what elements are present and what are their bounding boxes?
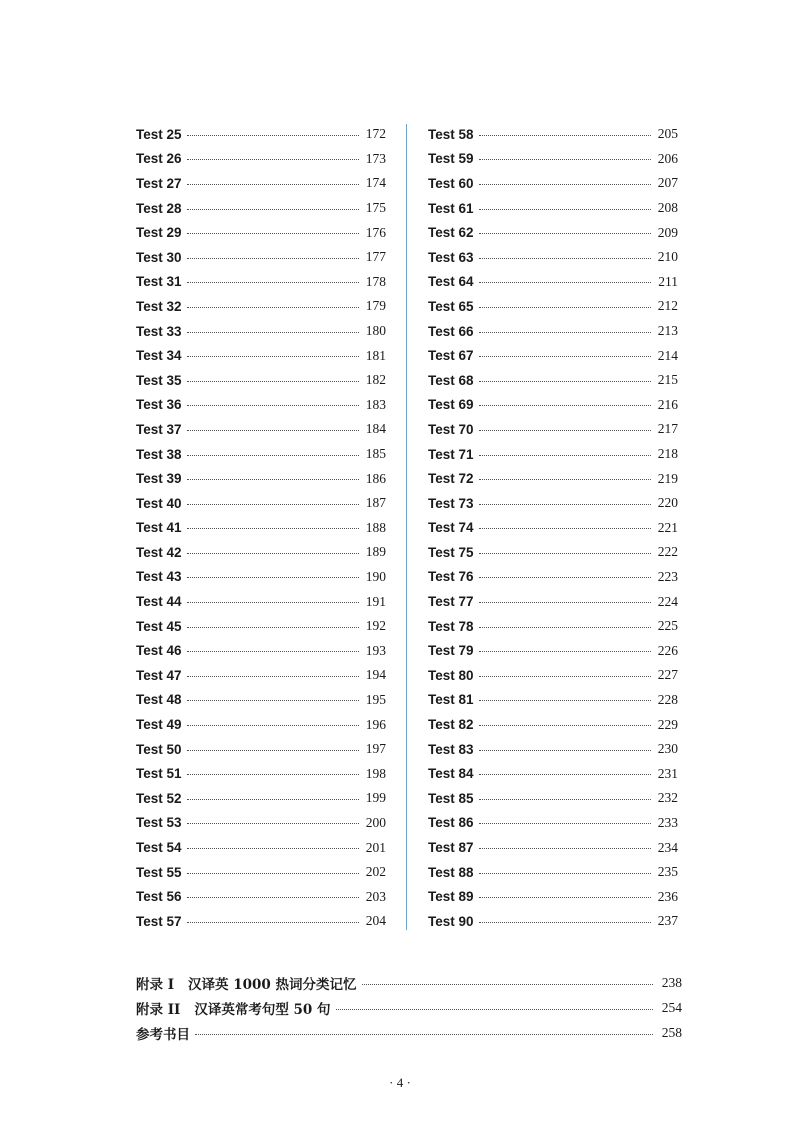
dot-leader bbox=[187, 405, 359, 406]
toc-entry[interactable] bbox=[428, 442, 678, 467]
toc-entry-label: Test 68 bbox=[428, 372, 474, 388]
dot-leader bbox=[187, 627, 359, 628]
dot-leader bbox=[187, 750, 359, 751]
toc-entry-page-number: 224 bbox=[657, 593, 678, 609]
dot-leader bbox=[479, 479, 651, 480]
toc-left-column bbox=[136, 122, 386, 934]
dot-leader bbox=[187, 479, 359, 480]
toc-entry[interactable] bbox=[428, 417, 678, 442]
toc-entry[interactable] bbox=[428, 393, 678, 418]
toc-entry-page-number: 206 bbox=[657, 150, 678, 166]
toc-entry-label: Test 72 bbox=[428, 471, 474, 487]
toc-entry[interactable] bbox=[136, 491, 386, 516]
dot-leader bbox=[187, 676, 359, 677]
toc-entry-label: Test 66 bbox=[428, 323, 474, 339]
toc-entry-label: Test 56 bbox=[136, 889, 182, 905]
toc-entry-label: Test 62 bbox=[428, 225, 474, 241]
toc-entry-label: Test 57 bbox=[136, 913, 182, 929]
toc-entry-label: Test 52 bbox=[136, 790, 182, 806]
toc-entry-label: Test 49 bbox=[136, 717, 182, 733]
toc-entry-page-number: 173 bbox=[365, 150, 386, 166]
toc-entry[interactable] bbox=[428, 368, 678, 393]
dot-leader bbox=[479, 897, 651, 898]
toc-entry-label: Test 55 bbox=[136, 864, 182, 880]
toc-entry-label: Test 87 bbox=[428, 840, 474, 856]
toc-entry[interactable] bbox=[136, 466, 386, 491]
toc-entry[interactable] bbox=[428, 171, 678, 196]
dot-leader bbox=[187, 873, 359, 874]
toc-entry-page-number: 210 bbox=[657, 249, 678, 265]
toc-entry[interactable] bbox=[136, 196, 386, 221]
toc-entry-label: Test 70 bbox=[428, 421, 474, 437]
toc-entry-page-number: 192 bbox=[365, 618, 386, 634]
toc-entry-label: Test 74 bbox=[428, 520, 474, 536]
toc-entry-page-number: 174 bbox=[365, 175, 386, 191]
toc-entry-label: Test 26 bbox=[136, 151, 182, 167]
dot-leader bbox=[479, 922, 651, 923]
toc-entry-page-number: 227 bbox=[657, 667, 678, 683]
toc-entry[interactable] bbox=[428, 811, 678, 836]
toc-entry-label: Test 86 bbox=[428, 815, 474, 831]
toc-entry-label: Test 44 bbox=[136, 594, 182, 610]
toc-entry-page-number: 232 bbox=[657, 790, 678, 806]
toc-entry-page-number: 207 bbox=[657, 175, 678, 191]
references-label: 参考书目 bbox=[136, 1026, 190, 1043]
toc-entry-page-number: 225 bbox=[657, 618, 678, 634]
toc-entry-page-number: 216 bbox=[657, 396, 678, 412]
toc-entry-label: Test 75 bbox=[428, 544, 474, 560]
toc-entry[interactable] bbox=[136, 516, 386, 541]
toc-entry-label: Test 35 bbox=[136, 372, 182, 388]
toc-entry-page-number: 187 bbox=[365, 495, 386, 511]
dot-leader bbox=[479, 725, 651, 726]
toc-entry-label: Test 54 bbox=[136, 840, 182, 856]
dot-leader bbox=[195, 1034, 653, 1035]
toc-entry-label: Test 63 bbox=[428, 249, 474, 265]
toc-entry[interactable] bbox=[136, 220, 386, 245]
toc-entry[interactable] bbox=[136, 909, 386, 934]
toc-entry[interactable] bbox=[428, 614, 678, 639]
dot-leader bbox=[187, 332, 359, 333]
toc-entry-page-number: 230 bbox=[657, 741, 678, 757]
toc-entry-page-number: 189 bbox=[365, 544, 386, 560]
dot-leader bbox=[187, 282, 359, 283]
toc-entry[interactable] bbox=[428, 860, 678, 885]
toc-entry-page-number: 204 bbox=[365, 913, 386, 929]
toc-entry-page-number: 194 bbox=[365, 667, 386, 683]
dot-leader bbox=[187, 922, 359, 923]
toc-entry-page-number: 190 bbox=[365, 568, 386, 584]
toc-entry-page-number: 200 bbox=[365, 814, 386, 830]
dot-leader bbox=[187, 528, 359, 529]
toc-entry-page-number: 184 bbox=[365, 421, 386, 437]
toc-entry-page-number: 221 bbox=[657, 519, 678, 535]
dot-leader bbox=[362, 984, 654, 985]
toc-entry-label: Test 40 bbox=[136, 495, 182, 511]
toc-entry-page-number: 228 bbox=[657, 691, 678, 707]
toc-entry-page-number: 198 bbox=[365, 765, 386, 781]
toc-entry[interactable] bbox=[136, 171, 386, 196]
toc-entry[interactable] bbox=[136, 737, 386, 762]
dot-leader bbox=[187, 602, 359, 603]
dot-leader bbox=[479, 307, 651, 308]
dot-leader bbox=[479, 873, 651, 874]
dot-leader bbox=[479, 159, 651, 160]
toc-entry[interactable] bbox=[136, 811, 386, 836]
toc-entry[interactable] bbox=[428, 270, 678, 295]
toc-entry[interactable] bbox=[428, 737, 678, 762]
toc-entry-label: Test 31 bbox=[136, 274, 182, 290]
toc-entry-page-number: 220 bbox=[657, 495, 678, 511]
dot-leader bbox=[479, 553, 651, 554]
toc-entry-label: Test 43 bbox=[136, 569, 182, 585]
dot-leader bbox=[479, 700, 651, 701]
toc-entry-page-number: 211 bbox=[658, 273, 678, 289]
toc-entry-page-number: 209 bbox=[657, 224, 678, 240]
toc-entry[interactable] bbox=[136, 589, 386, 614]
toc-entry-page-number: 185 bbox=[365, 446, 386, 462]
toc-entry-label: Test 46 bbox=[136, 643, 182, 659]
dot-leader bbox=[187, 135, 359, 136]
toc-entry-label: Test 78 bbox=[428, 618, 474, 634]
appendix-label: 附录 I 汉译英 1000 热词分类记忆 bbox=[136, 976, 357, 993]
toc-entry-label: Test 88 bbox=[428, 864, 474, 880]
toc-entry-page-number: 188 bbox=[365, 519, 386, 535]
dot-leader bbox=[187, 774, 359, 775]
toc-entry-page-number: 222 bbox=[657, 544, 678, 560]
toc-entry-page-number: 193 bbox=[365, 642, 386, 658]
toc-entry-label: Test 59 bbox=[428, 151, 474, 167]
toc-entry-page-number: 214 bbox=[657, 347, 678, 363]
dot-leader bbox=[479, 799, 651, 800]
toc-entry-label: Test 42 bbox=[136, 544, 182, 560]
appendix-entry-2[interactable] bbox=[136, 995, 682, 1020]
toc-entry[interactable] bbox=[428, 220, 678, 245]
toc-entry-label: Test 73 bbox=[428, 495, 474, 511]
toc-entry-page-number: 218 bbox=[657, 446, 678, 462]
toc-entry[interactable] bbox=[428, 466, 678, 491]
toc-entry-page-number: 178 bbox=[365, 273, 386, 289]
toc-entry-label: Test 30 bbox=[136, 249, 182, 265]
dot-leader bbox=[187, 848, 359, 849]
toc-entry-label: Test 84 bbox=[428, 766, 474, 782]
dot-leader bbox=[187, 577, 359, 578]
appendix-page-number: 238 bbox=[661, 974, 682, 990]
toc-entry-label: Test 29 bbox=[136, 225, 182, 241]
toc-entry-label: Test 53 bbox=[136, 815, 182, 831]
dot-leader bbox=[187, 356, 359, 357]
toc-entry[interactable] bbox=[136, 294, 386, 319]
toc-entry-page-number: 177 bbox=[365, 249, 386, 265]
dot-leader bbox=[479, 455, 651, 456]
dot-leader bbox=[479, 405, 651, 406]
toc-entry-label: Test 38 bbox=[136, 446, 182, 462]
toc-entry-page-number: 233 bbox=[657, 814, 678, 830]
dot-leader bbox=[187, 455, 359, 456]
toc-entry[interactable] bbox=[136, 319, 386, 344]
page-number: · 4 · bbox=[389, 1075, 411, 1090]
toc-entry[interactable] bbox=[428, 540, 678, 565]
toc-entry-label: Test 37 bbox=[136, 421, 182, 437]
toc-entry-label: Test 79 bbox=[428, 643, 474, 659]
toc-entry-label: Test 45 bbox=[136, 618, 182, 634]
toc-right-column bbox=[428, 122, 678, 934]
toc-entry-label: Test 69 bbox=[428, 397, 474, 413]
toc-entry[interactable] bbox=[428, 786, 678, 811]
toc-entry[interactable] bbox=[428, 196, 678, 221]
dot-leader bbox=[479, 381, 651, 382]
toc-entry-page-number: 219 bbox=[657, 470, 678, 486]
toc-entry-page-number: 226 bbox=[657, 642, 678, 658]
dot-leader bbox=[187, 307, 359, 308]
toc-entry[interactable] bbox=[136, 270, 386, 295]
toc-entry-page-number: 180 bbox=[365, 323, 386, 339]
toc-entry[interactable] bbox=[428, 663, 678, 688]
toc-entry[interactable] bbox=[428, 245, 678, 270]
toc-entry-label: Test 77 bbox=[428, 594, 474, 610]
toc-entry[interactable] bbox=[428, 638, 678, 663]
toc-entry[interactable] bbox=[136, 245, 386, 270]
toc-entry-label: Test 47 bbox=[136, 667, 182, 683]
dot-leader bbox=[187, 651, 359, 652]
toc-entry-page-number: 191 bbox=[365, 593, 386, 609]
toc-entry[interactable] bbox=[136, 835, 386, 860]
toc-entry[interactable] bbox=[136, 442, 386, 467]
dot-leader bbox=[187, 381, 359, 382]
dot-leader bbox=[187, 430, 359, 431]
toc-entry-label: Test 67 bbox=[428, 348, 474, 364]
references-page-number: 258 bbox=[661, 1024, 682, 1040]
dot-leader bbox=[187, 725, 359, 726]
toc-entry[interactable] bbox=[136, 393, 386, 418]
table-of-contents bbox=[136, 122, 682, 932]
toc-entry-page-number: 195 bbox=[365, 691, 386, 707]
toc-entry[interactable] bbox=[136, 860, 386, 885]
dot-leader bbox=[479, 627, 651, 628]
toc-entry-label: Test 61 bbox=[428, 200, 474, 216]
column-divider bbox=[406, 124, 407, 930]
toc-entry[interactable] bbox=[428, 147, 678, 172]
appendix-entry-1[interactable] bbox=[136, 970, 682, 995]
dot-leader bbox=[479, 750, 651, 751]
toc-entry-label: Test 90 bbox=[428, 913, 474, 929]
toc-entry[interactable] bbox=[428, 884, 678, 909]
toc-entry-page-number: 175 bbox=[365, 200, 386, 216]
toc-entry-label: Test 50 bbox=[136, 741, 182, 757]
toc-entry[interactable] bbox=[428, 122, 678, 147]
appendix-label: 附录 II 汉译英常考句型 50 句 bbox=[136, 1001, 331, 1018]
toc-entry-label: Test 83 bbox=[428, 741, 474, 757]
toc-entry[interactable] bbox=[136, 786, 386, 811]
dot-leader bbox=[479, 209, 651, 210]
toc-entry-label: Test 71 bbox=[428, 446, 474, 462]
toc-entry-page-number: 179 bbox=[365, 298, 386, 314]
dot-leader bbox=[479, 676, 651, 677]
dot-leader bbox=[187, 553, 359, 554]
dot-leader bbox=[479, 184, 651, 185]
toc-entry[interactable] bbox=[136, 122, 386, 147]
toc-entry[interactable] bbox=[428, 712, 678, 737]
toc-entry[interactable] bbox=[428, 294, 678, 319]
toc-entry[interactable] bbox=[428, 319, 678, 344]
toc-entry[interactable] bbox=[136, 368, 386, 393]
toc-entry-page-number: 217 bbox=[657, 421, 678, 437]
toc-entry-page-number: 236 bbox=[657, 888, 678, 904]
toc-entry-label: Test 51 bbox=[136, 766, 182, 782]
dot-leader bbox=[336, 1009, 653, 1010]
toc-entry[interactable] bbox=[428, 688, 678, 713]
toc-entry-label: Test 39 bbox=[136, 471, 182, 487]
toc-entry[interactable] bbox=[428, 491, 678, 516]
toc-entry-page-number: 202 bbox=[365, 864, 386, 880]
toc-entry-label: Test 60 bbox=[428, 175, 474, 191]
dot-leader bbox=[479, 848, 651, 849]
toc-entry-page-number: 212 bbox=[657, 298, 678, 314]
toc-entry-label: Test 82 bbox=[428, 717, 474, 733]
toc-entry-label: Test 33 bbox=[136, 323, 182, 339]
toc-entry[interactable] bbox=[428, 343, 678, 368]
toc-entry-page-number: 197 bbox=[365, 741, 386, 757]
toc-entry-page-number: 186 bbox=[365, 470, 386, 486]
dot-leader bbox=[479, 282, 651, 283]
dot-leader bbox=[479, 528, 651, 529]
dot-leader bbox=[479, 774, 651, 775]
toc-entry[interactable] bbox=[428, 761, 678, 786]
toc-entry[interactable] bbox=[136, 147, 386, 172]
dot-leader bbox=[479, 504, 651, 505]
toc-entry-page-number: 203 bbox=[365, 888, 386, 904]
dot-leader bbox=[187, 159, 359, 160]
toc-entry-label: Test 89 bbox=[428, 889, 474, 905]
toc-entry-page-number: 235 bbox=[657, 864, 678, 880]
dot-leader bbox=[187, 823, 359, 824]
toc-entry[interactable] bbox=[136, 540, 386, 565]
toc-entry-page-number: 199 bbox=[365, 790, 386, 806]
toc-entry-label: Test 48 bbox=[136, 692, 182, 708]
toc-entry[interactable] bbox=[428, 516, 678, 541]
dot-leader bbox=[187, 184, 359, 185]
dot-leader bbox=[479, 430, 651, 431]
toc-entry-page-number: 182 bbox=[365, 372, 386, 388]
toc-entry-label: Test 64 bbox=[428, 274, 474, 290]
toc-entry[interactable] bbox=[136, 343, 386, 368]
toc-entry-page-number: 196 bbox=[365, 716, 386, 732]
toc-entry-label: Test 65 bbox=[428, 298, 474, 314]
toc-entry-page-number: 223 bbox=[657, 568, 678, 584]
toc-entry-page-number: 172 bbox=[365, 126, 386, 142]
dot-leader bbox=[479, 258, 651, 259]
dot-leader bbox=[187, 700, 359, 701]
toc-entry-label: Test 28 bbox=[136, 200, 182, 216]
toc-entry-label: Test 34 bbox=[136, 348, 182, 364]
toc-entry[interactable] bbox=[428, 589, 678, 614]
appendix-page-number: 254 bbox=[661, 999, 682, 1015]
dot-leader bbox=[479, 356, 651, 357]
toc-entry-label: Test 80 bbox=[428, 667, 474, 683]
toc-entry-page-number: 181 bbox=[365, 347, 386, 363]
toc-entry[interactable] bbox=[136, 638, 386, 663]
toc-entry-page-number: 213 bbox=[657, 323, 678, 339]
toc-entry[interactable] bbox=[136, 417, 386, 442]
toc-entry[interactable] bbox=[428, 565, 678, 590]
toc-entry-page-number: 208 bbox=[657, 200, 678, 216]
toc-entry-page-number: 237 bbox=[657, 913, 678, 929]
toc-entry[interactable] bbox=[136, 614, 386, 639]
toc-entry[interactable] bbox=[136, 761, 386, 786]
dot-leader bbox=[187, 897, 359, 898]
dot-leader bbox=[479, 577, 651, 578]
toc-entry-label: Test 76 bbox=[428, 569, 474, 585]
toc-entry[interactable] bbox=[428, 835, 678, 860]
dot-leader bbox=[187, 504, 359, 505]
toc-entry-label: Test 36 bbox=[136, 397, 182, 413]
dot-leader bbox=[479, 135, 651, 136]
toc-entry[interactable] bbox=[136, 688, 386, 713]
references-entry[interactable] bbox=[136, 1020, 682, 1045]
toc-entry-page-number: 205 bbox=[657, 126, 678, 142]
dot-leader bbox=[479, 651, 651, 652]
toc-entry[interactable] bbox=[136, 712, 386, 737]
dot-leader bbox=[479, 332, 651, 333]
toc-entry-page-number: 234 bbox=[657, 839, 678, 855]
toc-entry-label: Test 27 bbox=[136, 175, 182, 191]
toc-entry[interactable] bbox=[428, 909, 678, 934]
toc-entry-label: Test 41 bbox=[136, 520, 182, 536]
dot-leader bbox=[479, 233, 651, 234]
dot-leader bbox=[187, 799, 359, 800]
dot-leader bbox=[187, 233, 359, 234]
appendix-list bbox=[136, 970, 682, 1045]
dot-leader bbox=[187, 209, 359, 210]
toc-entry-page-number: 229 bbox=[657, 716, 678, 732]
toc-entry-page-number: 231 bbox=[657, 765, 678, 781]
toc-entry-label: Test 32 bbox=[136, 298, 182, 314]
toc-entry[interactable] bbox=[136, 565, 386, 590]
toc-entry-label: Test 58 bbox=[428, 126, 474, 142]
toc-entry-label: Test 81 bbox=[428, 692, 474, 708]
toc-entry-label: Test 25 bbox=[136, 126, 182, 142]
toc-entry-page-number: 201 bbox=[365, 839, 386, 855]
toc-entry-label: Test 85 bbox=[428, 790, 474, 806]
dot-leader bbox=[187, 258, 359, 259]
toc-entry-page-number: 183 bbox=[365, 396, 386, 412]
toc-entry-page-number: 215 bbox=[657, 372, 678, 388]
toc-entry[interactable] bbox=[136, 663, 386, 688]
dot-leader bbox=[479, 602, 651, 603]
dot-leader bbox=[479, 823, 651, 824]
toc-entry[interactable] bbox=[136, 884, 386, 909]
toc-entry-page-number: 176 bbox=[365, 224, 386, 240]
